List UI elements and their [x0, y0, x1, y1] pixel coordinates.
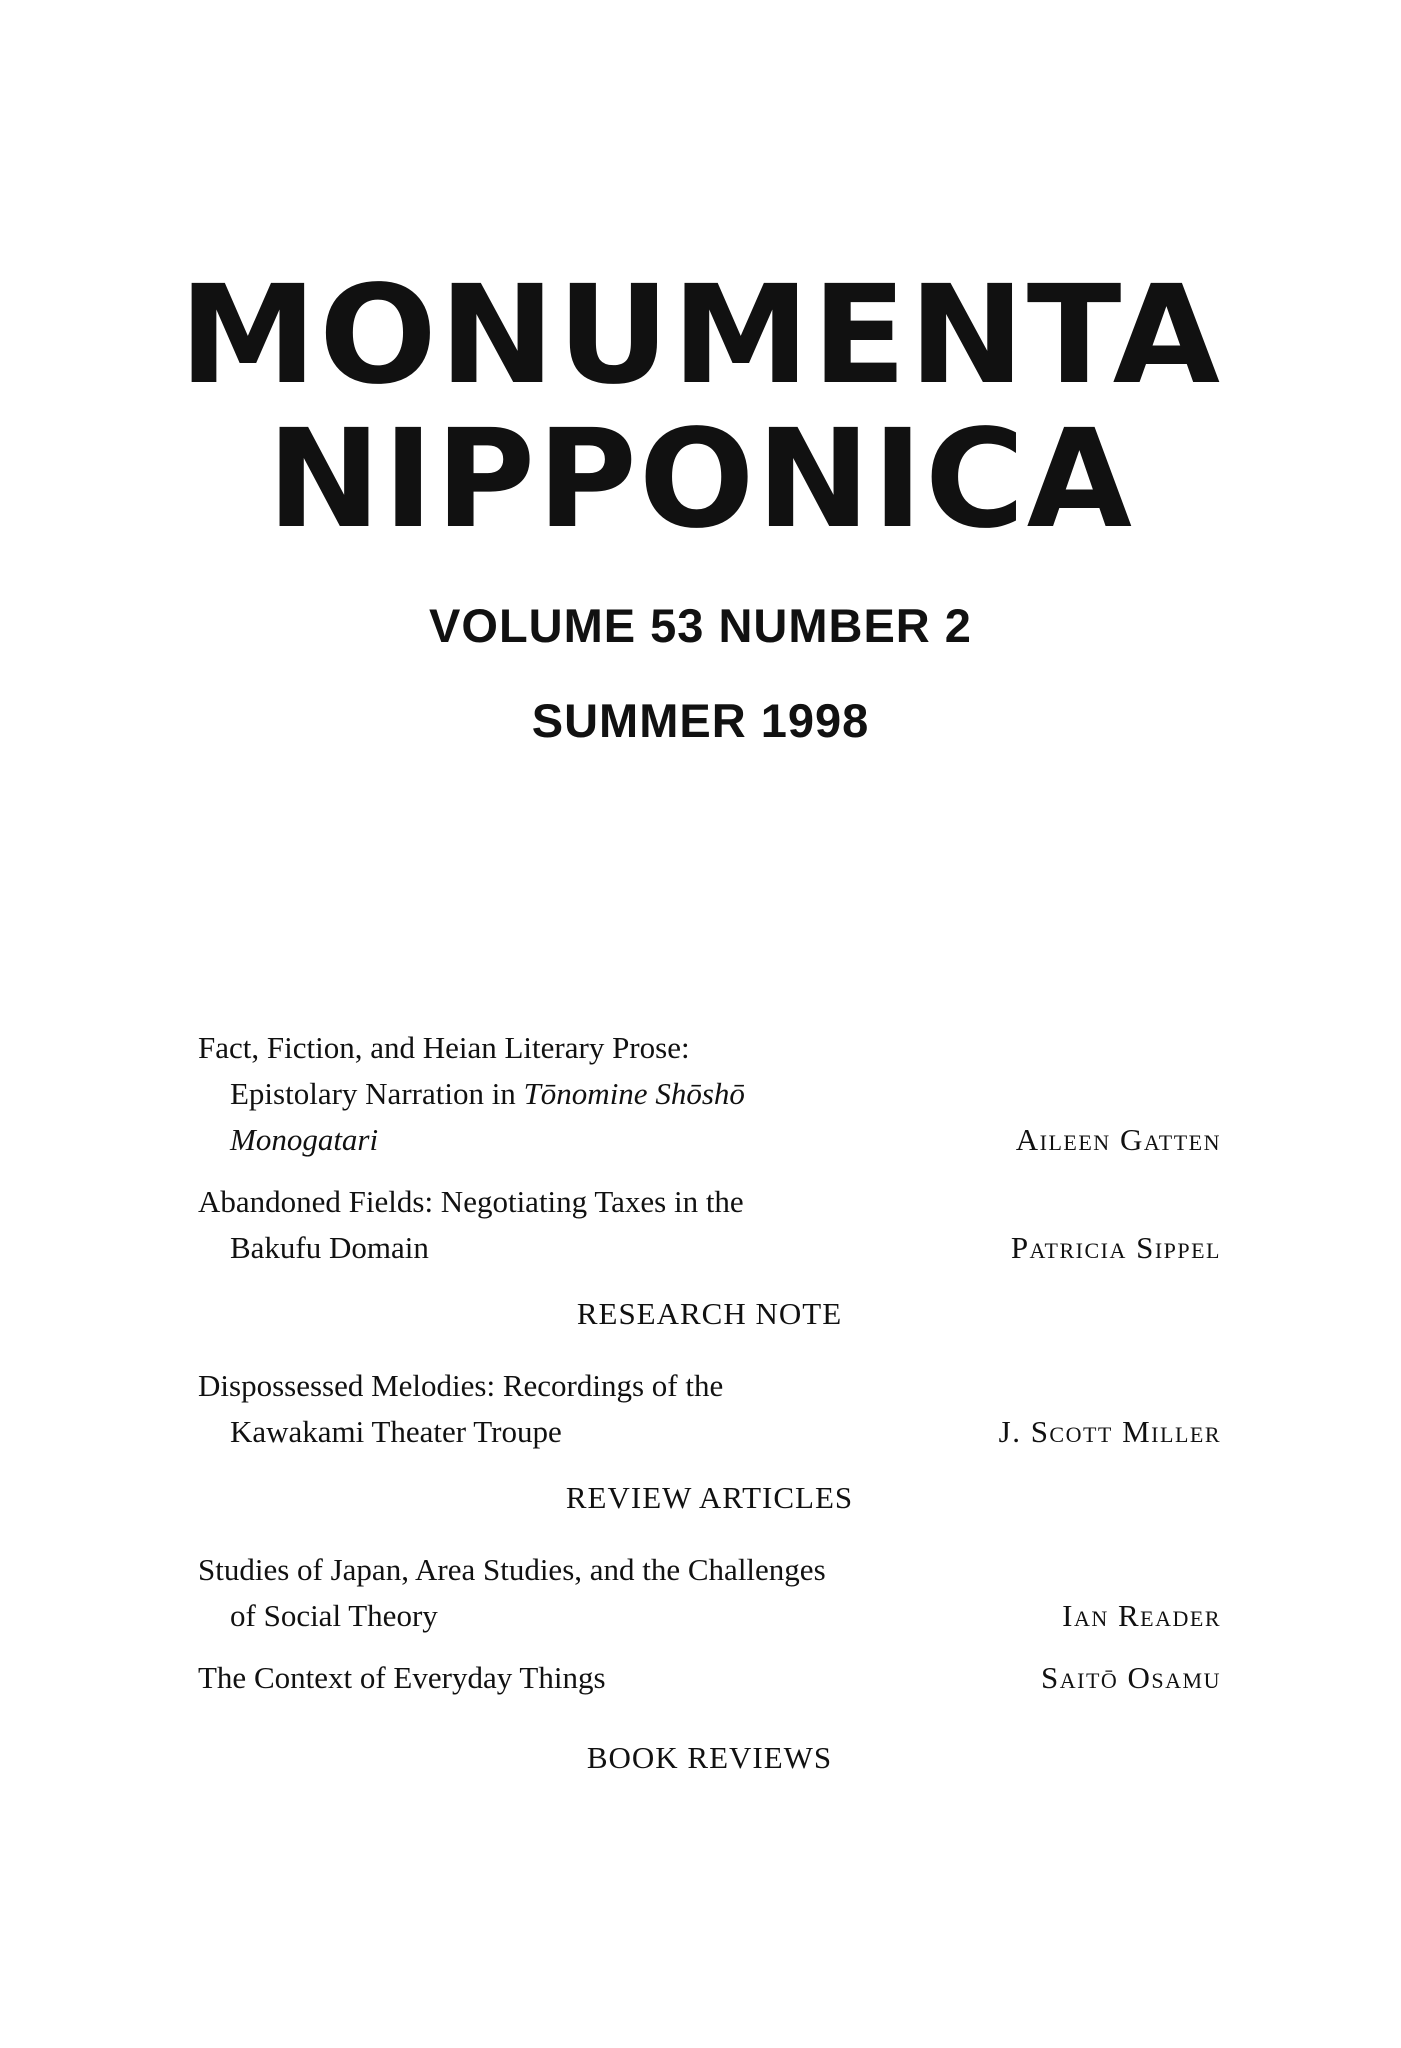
- toc-entry-reader: [198, 1547, 1221, 1639]
- title-line: The Context of Everyday Things: [198, 1660, 606, 1695]
- section-heading-book-reviews: BOOK REVIEWS: [586, 1740, 833, 1775]
- season-year-line: SUMMER 1998: [531, 694, 870, 747]
- journal-title-line-2: NIPPONICA: [267, 401, 1134, 559]
- title-line: Kawakami Theater Troupe: [230, 1414, 562, 1449]
- title-line: Abandoned Fields: Negotiating Taxes in the: [198, 1184, 744, 1219]
- toc-entry-author: Patricia Sippel: [1010, 1230, 1221, 1265]
- toc-entry-gatten: [198, 1025, 1221, 1163]
- journal-title-line-1: MONUMENTA: [178, 257, 1223, 415]
- toc-entry-title: [198, 1025, 918, 1163]
- table-of-contents: [198, 1025, 1221, 1807]
- toc-entry-author: Aileen Gatten: [1015, 1122, 1221, 1157]
- section-heading-review-articles: REVIEW ARTICLES: [565, 1480, 854, 1515]
- title-line: Fact, Fiction, and Heian Literary Prose:: [198, 1030, 690, 1065]
- title-line: [198, 1071, 918, 1117]
- volume-number-line: VOLUME 53 NUMBER 2: [429, 599, 972, 652]
- title-line: Dispossessed Melodies: Recordings of the: [198, 1368, 724, 1403]
- toc-entry-author: Ian Reader: [1062, 1598, 1221, 1633]
- title-line-italic: Tōnomine Shōshō: [523, 1076, 745, 1111]
- title-line: of Social Theory: [230, 1598, 438, 1633]
- title-line-text: Epistolary Narration in: [230, 1076, 524, 1111]
- title-line: [198, 1117, 918, 1163]
- toc-entry-title: [198, 1655, 918, 1701]
- toc-entry-author: J. Scott Miller: [998, 1414, 1221, 1449]
- toc-entry-author: Saitō Osamu: [1041, 1660, 1221, 1695]
- title-line: Studies of Japan, Area Studies, and the Challenges: [198, 1552, 826, 1587]
- section-heading-research-note: RESEARCH NOTE: [576, 1296, 843, 1331]
- title-line-italic: Monogatari: [230, 1122, 379, 1157]
- toc-entry-sippel: [198, 1179, 1221, 1271]
- toc-entry-saito: [198, 1655, 1221, 1701]
- toc-entry-title: [198, 1179, 918, 1271]
- toc-entry-title: [198, 1363, 918, 1455]
- toc-entry-miller: [198, 1363, 1221, 1455]
- toc-entry-title: [198, 1547, 958, 1639]
- title-line: Bakufu Domain: [230, 1230, 429, 1265]
